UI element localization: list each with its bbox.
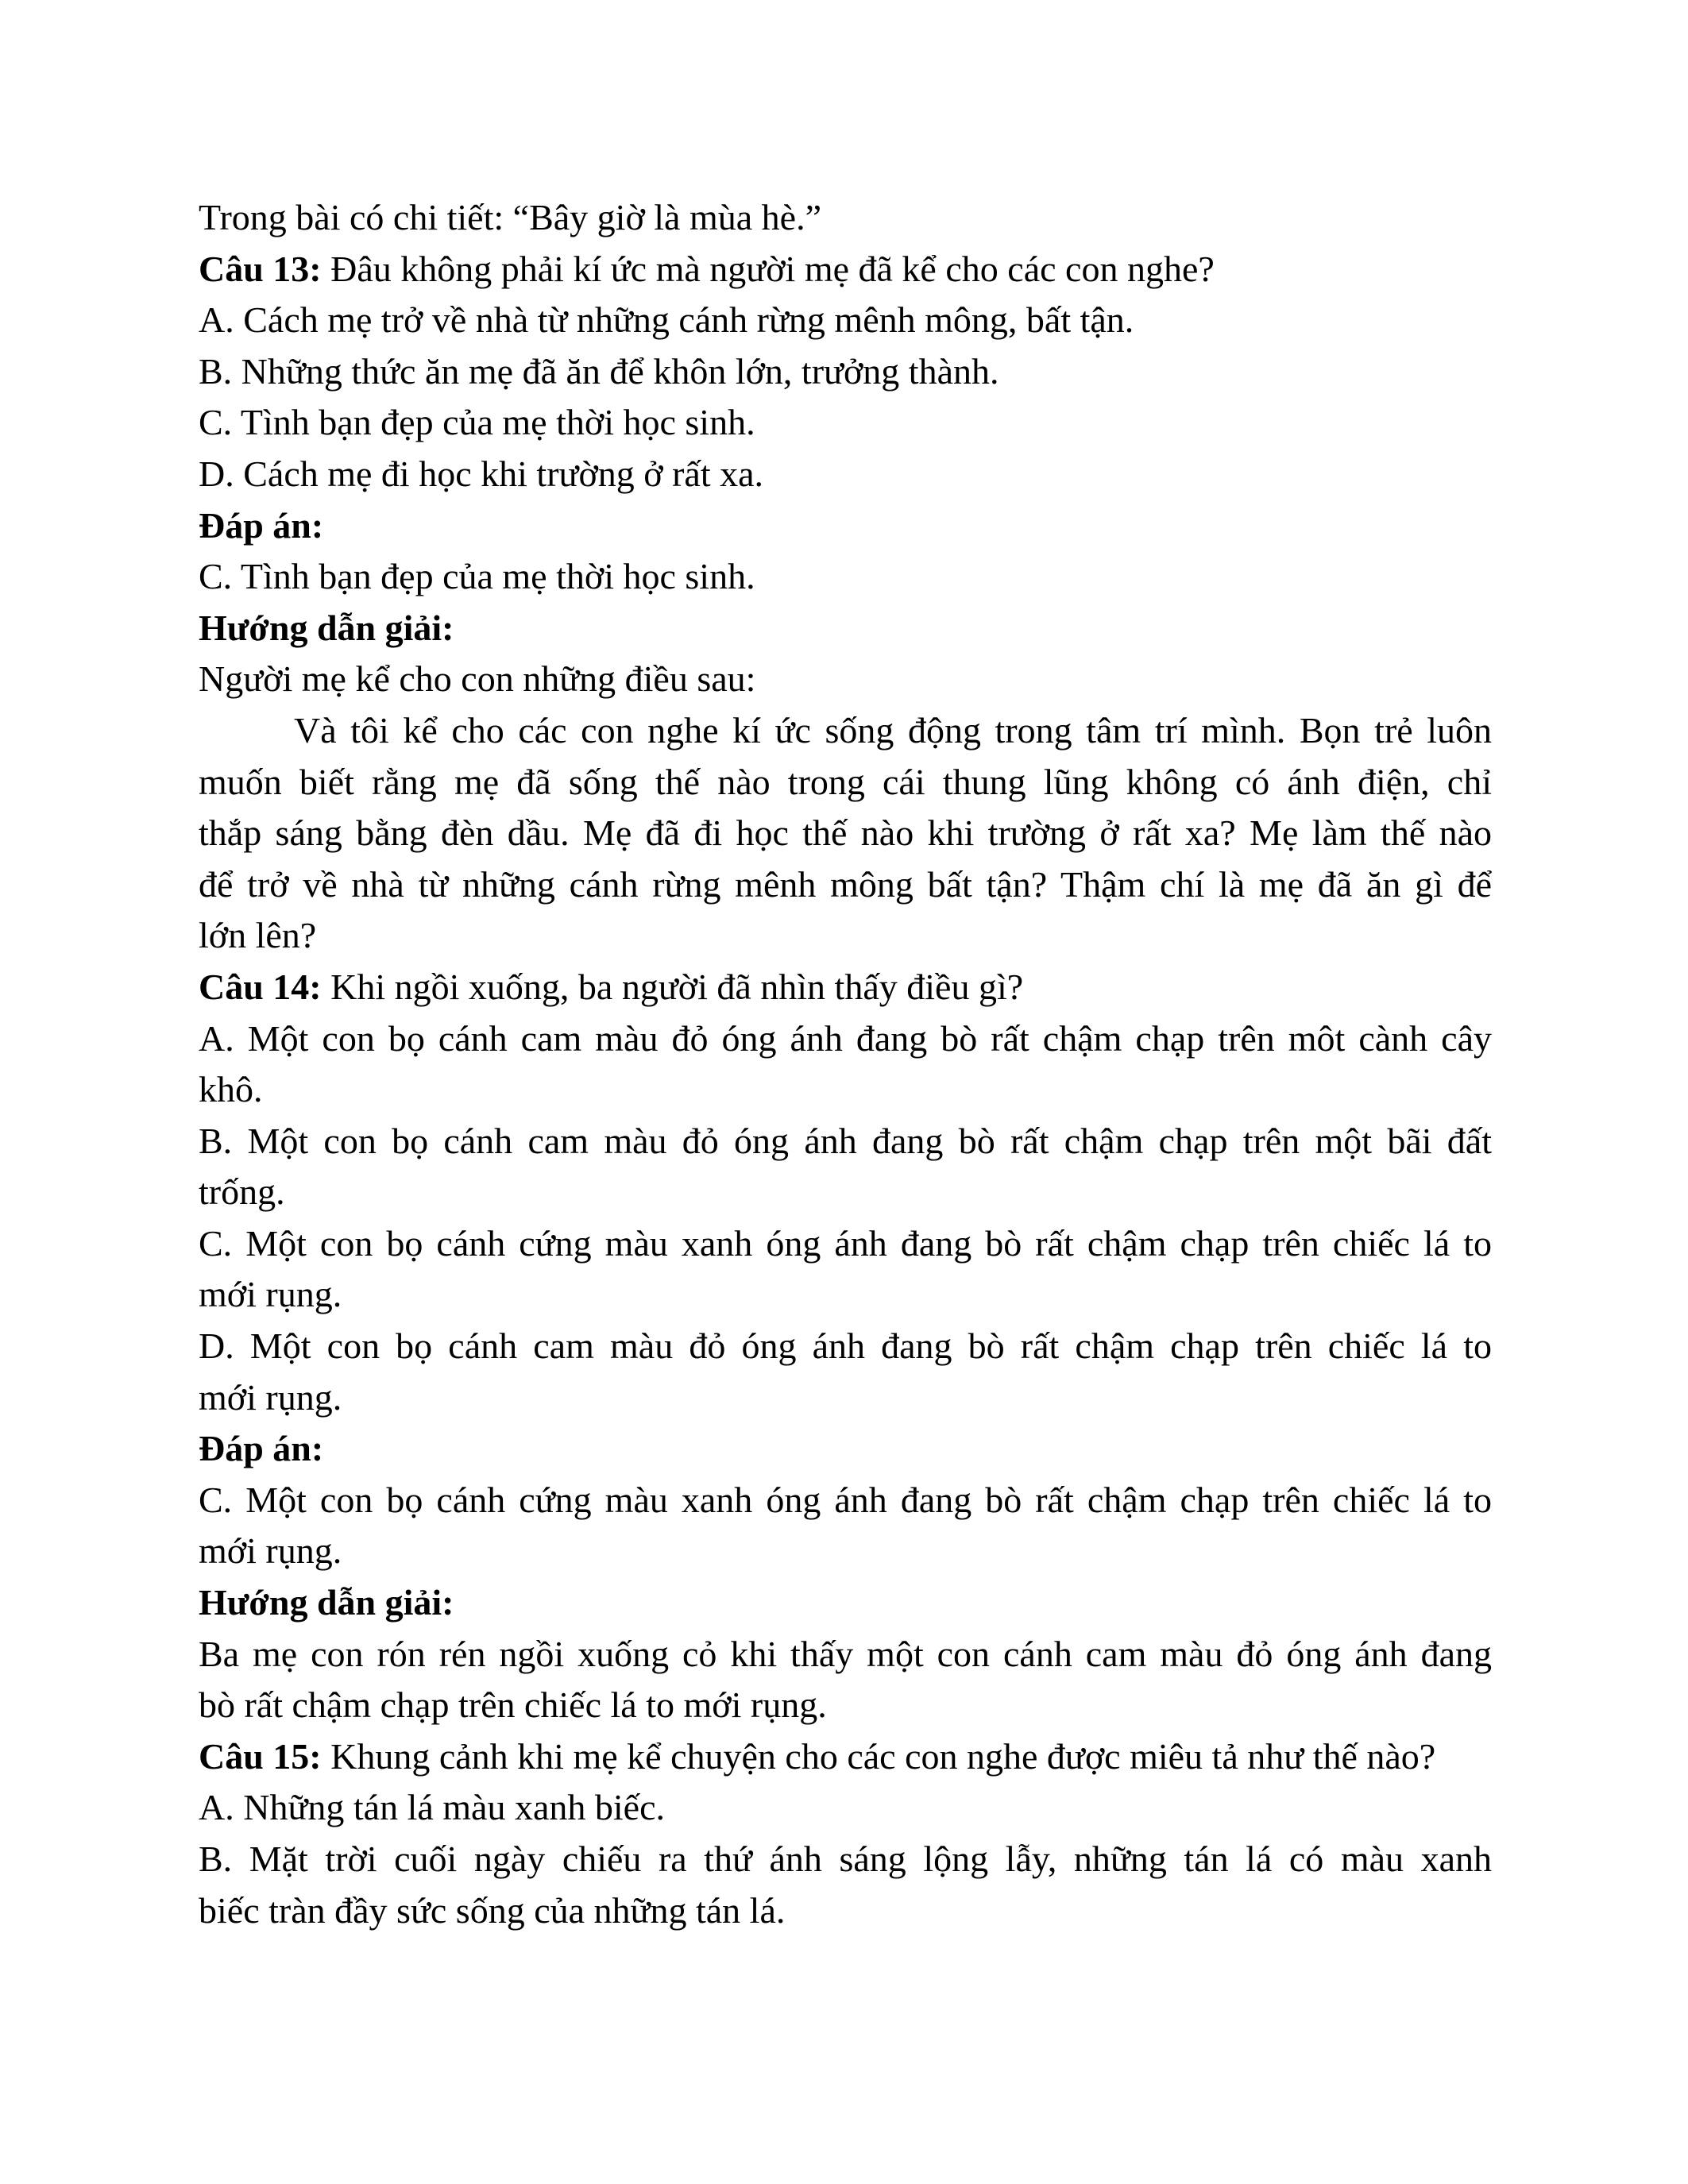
question-14-text: Khi ngồi xuống, ba người đã nhìn thấy điều gì?	[321, 966, 1024, 1007]
question-13-text: Đâu không phải kí ức mà người mẹ đã kể cho các con nghe?	[321, 248, 1215, 289]
q13-quote-line: Và tôi kể cho các con nghe kí ức sống động trong tâm trí mình. Bọn trẻ luôn	[294, 709, 1492, 751]
q15-option-b-cont: biếc tràn đầy sức sống của những tán lá.	[199, 1889, 786, 1931]
question-15-text: Khung cảnh khi mẹ kể chuyện cho các con nghe được miêu tả như thế nào?	[321, 1735, 1436, 1777]
q13-quote-line: muốn biết rằng mẹ đã sống thế nào trong cái thung lũng không có ánh điện, chỉ	[199, 761, 1492, 802]
q13-guide-intro: Người mẹ kể cho con những điều sau:	[199, 658, 756, 700]
q14-guide-label: Hướng dẫn giải:	[199, 1582, 454, 1623]
q14-guide-line: bò rất chậm chạp trên chiếc lá to mới rụng.	[199, 1684, 827, 1726]
q13-option-d: D. Cách mẹ đi học khi trường ở rất xa.	[199, 453, 764, 494]
q14-option-a: A. Một con bọ cánh cam màu đỏ óng ánh đang bò rất chậm chạp trên môt cành cây	[199, 1017, 1492, 1059]
q13-option-a: A. Cách mẹ trở về nhà từ những cánh rừng mênh mông, bất tận.	[199, 299, 1134, 341]
q14-option-b-cont: trống.	[199, 1171, 285, 1213]
q14-answer-label: Đáp án:	[199, 1428, 324, 1469]
q13-quote-line: lớn lên?	[199, 915, 317, 956]
q14-option-d-cont: mới rụng.	[199, 1376, 342, 1418]
q15-option-a: A. Những tán lá màu xanh biếc.	[199, 1787, 665, 1828]
q13-quote-line: để trở về nhà từ những cánh rừng mênh mông bất tận? Thậm chí là mẹ đã ăn gì để	[199, 863, 1492, 905]
q13-answer-label: Đáp án:	[199, 504, 324, 546]
question-15-label: Câu 15:	[199, 1735, 322, 1777]
q14-answer-cont: mới rụng.	[199, 1530, 342, 1572]
question-13	[199, 244, 1492, 295]
q14-guide-line: Ba mẹ con rón rén ngồi xuống cỏ khi thấy một con cánh cam màu đỏ óng ánh đang	[199, 1633, 1492, 1674]
q14-option-d: D. Một con bọ cánh cam màu đỏ óng ánh đang bò rất chậm chạp trên chiếc lá to	[199, 1325, 1492, 1367]
question-14-label: Câu 14:	[199, 966, 322, 1007]
q13-option-c: C. Tình bạn đẹp của mẹ thời học sinh.	[199, 402, 755, 443]
q14-option-b: B. Một con bọ cánh cam màu đỏ óng ánh đang bò rất chậm chạp trên một bãi đất	[199, 1120, 1492, 1161]
q14-option-c-cont: mới rụng.	[199, 1274, 342, 1315]
question-14	[199, 962, 1492, 1013]
q14-option-a-cont: khô.	[199, 1069, 263, 1110]
q15-option-b: B. Mặt trời cuối ngày chiếu ra thứ ánh sáng lộng lẫy, những tán lá có màu xanh	[199, 1839, 1492, 1879]
q14-option-c: C. Một con bọ cánh cứng màu xanh óng ánh đang bò rất chậm chạp trên chiếc lá to	[199, 1222, 1492, 1264]
intro-line: Trong bài có chi tiết: “Bây giờ là mùa hè.”	[199, 197, 821, 237]
q13-quote-line: thắp sáng bằng đèn dầu. Mẹ đã đi học thế nào khi trường ở rất xa? Mẹ làm thế nào	[199, 812, 1492, 854]
q13-guide-label: Hướng dẫn giải:	[199, 607, 454, 648]
question-13-label: Câu 13:	[199, 248, 322, 289]
q14-answer: C. Một con bọ cánh cứng màu xanh óng ánh đang bò rất chậm chạp trên chiếc lá to	[199, 1479, 1492, 1520]
q13-answer: C. Tình bạn đẹp của mẹ thời học sinh.	[199, 556, 755, 597]
q13-option-b: B. Những thức ăn mẹ đã ăn để khôn lớn, trưởng thành.	[199, 350, 999, 392]
question-15	[199, 1731, 1492, 1783]
document-page	[199, 192, 1492, 1936]
